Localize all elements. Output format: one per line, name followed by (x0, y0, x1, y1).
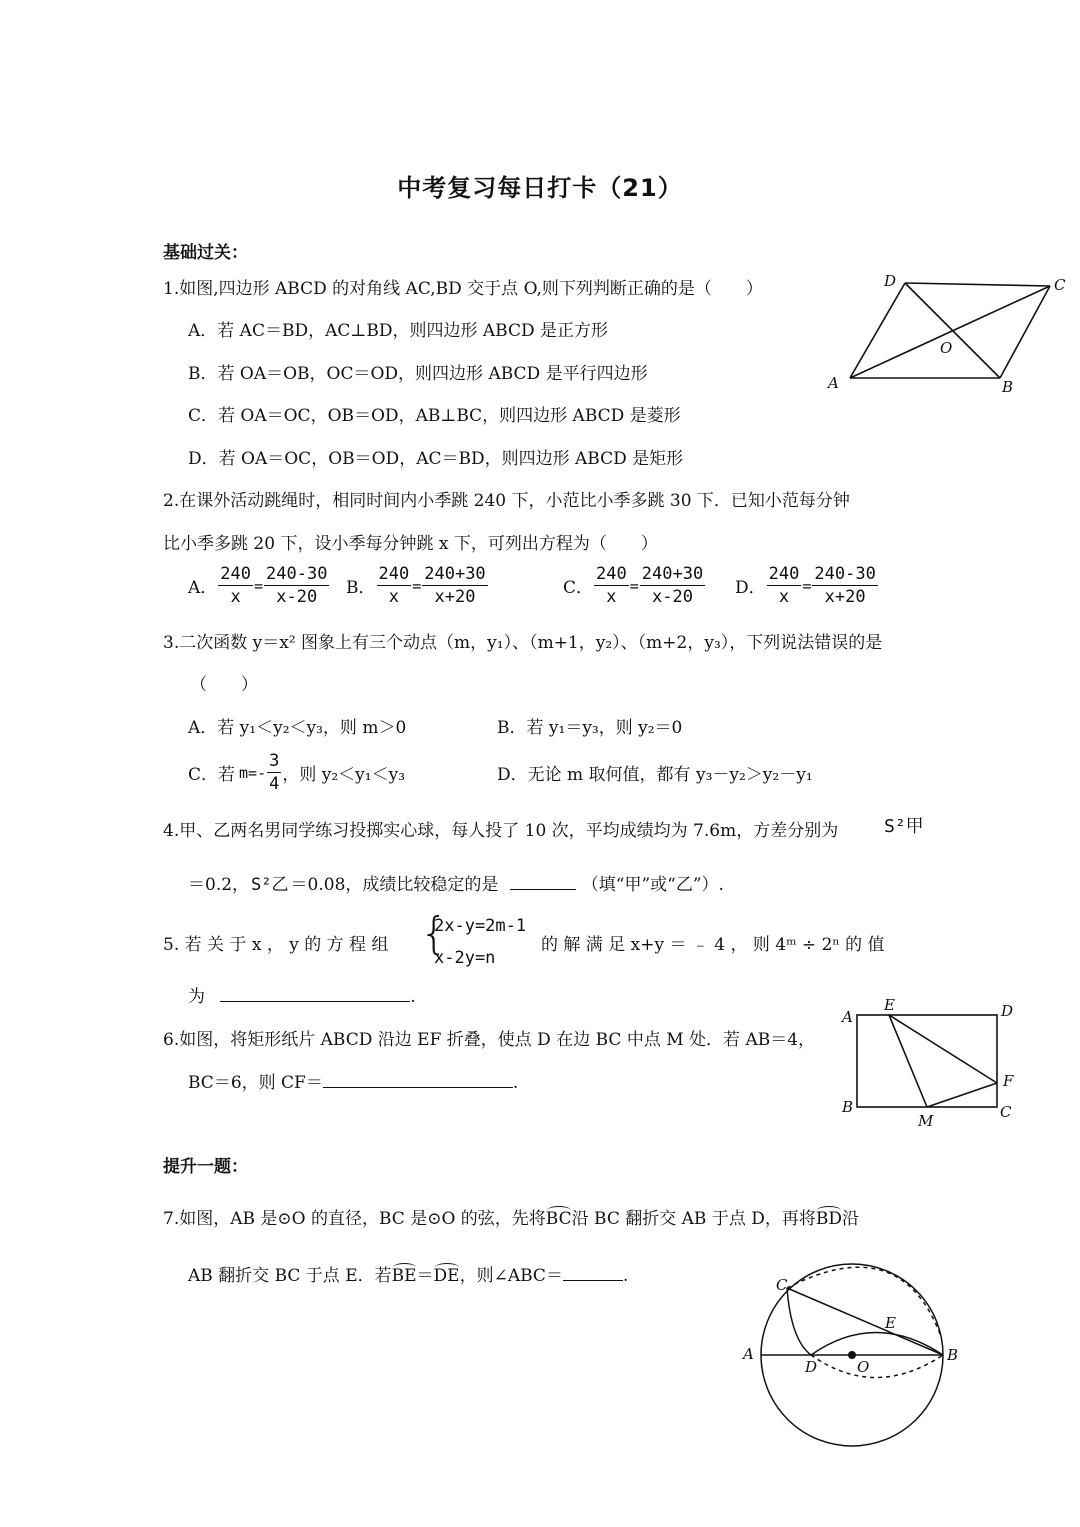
q7-folded-arc-cd (787, 1288, 811, 1355)
page-title: 中考复习每日打卡（21） (397, 174, 683, 202)
q5-line2 (188, 982, 416, 1007)
q1-parallelogram-figure (820, 268, 1080, 398)
q3-answer-paren: （ ） (190, 675, 258, 695)
q5-equation-1: 2x-y=2m-1 (434, 916, 527, 936)
q2-a-right-fraction: $\frac{240-30}{x-20}$ (266, 564, 328, 607)
q4-variance-yi: S²乙 (251, 875, 289, 895)
q6-label-f: F (1003, 1072, 1014, 1090)
q7-arc-be: BE (391, 1266, 417, 1286)
q1-side-dc (905, 283, 1050, 286)
q4-line1: 4.甲、乙两名男同学练习投掷实心球，每人投了 10 次，平均成绩均为 7.6m，方差分别为 (163, 821, 839, 841)
q5-equation-2: x-2y=n (434, 948, 496, 968)
q3-c-m-equals: m=- (239, 763, 267, 782)
q4-line2 (188, 870, 724, 895)
q2-option-a-label: A． (188, 578, 218, 598)
q7-label-a: A (743, 1345, 754, 1363)
q7-equals: ＝ (416, 1266, 434, 1286)
q5-post: 的 解 满 足 x+y ＝ ﹣ 4 ， 则 4ᵐ ÷ 2ⁿ 的 值 (541, 935, 885, 955)
q5-pre: 5. 若 关 于 x ， y 的 方 程 组 (163, 935, 389, 955)
q2-option-c[interactable]: C． $\frac{240}{x}$ = $\frac{240+30}{x-20}$ (563, 564, 704, 607)
q7-label-d: D (805, 1358, 818, 1376)
q4-variance-jia: S²甲 (884, 816, 924, 837)
q7-arc-de: DE (433, 1266, 460, 1286)
q2-c-left-fraction: $\frac{240}{x}$ (596, 564, 627, 607)
q1-option-b[interactable]: B．若 OA＝OB，OC＝OD，则四边形 ABCD 是平行四边形 (188, 364, 648, 384)
q6-answer-blank[interactable] (323, 1087, 513, 1088)
q5-answer-blank[interactable] (220, 1001, 410, 1002)
q7-line1 (163, 1204, 859, 1229)
q7-label-c: C (776, 1276, 788, 1294)
q2-d-left-fraction: $\frac{240}{x}$ (768, 564, 800, 607)
q7-period: . (622, 1266, 629, 1286)
q2-option-b[interactable]: B． $\frac{240}{x}$ = $\frac{240+30}{x+20}$ (346, 564, 486, 607)
q7-line1-b: 沿 BC 翻折交 AB 于点 D，再将 (571, 1209, 816, 1229)
q7-line1-c: 沿 (841, 1209, 859, 1229)
q6-label-d: D (1001, 1002, 1014, 1020)
q3-stem: 3.二次函数 y＝x² 图象上有三个动点（m，y₁）、（m+1，y₂）、（m+2，y₃），下列说法错误的是 (163, 633, 883, 653)
q5-wei: 为 (188, 987, 205, 1007)
q3-option-c[interactable] (188, 750, 405, 795)
q6-label-e: E (884, 996, 895, 1014)
q1-option-c[interactable]: C．若 OA＝OC，OB＝OD，AB⊥BC，则四边形 ABCD 是菱形 (188, 406, 681, 426)
q3-c-condition: ，则 y₂＜y₁＜y₃ (282, 765, 406, 785)
q1-diagonal-ac (850, 286, 1050, 378)
q4-yi-value: ＝0.08，成绩比较稳定的是 (290, 875, 499, 895)
q6-segment-mf (927, 1083, 997, 1107)
q1-diagonal-bd (905, 283, 1000, 378)
section-heading-advanced: 提升一题： (163, 1157, 248, 1177)
q3-option-d[interactable]: D．无论 m 取何值，都有 y₃－y₂＞y₂－y₁ (497, 765, 813, 785)
q1-side-bc (1000, 286, 1050, 378)
q1-label-b: B (1002, 378, 1014, 396)
q2-b-left-fraction: $\frac{240}{x}$ (378, 564, 410, 607)
q1-label-c: C (1054, 276, 1066, 294)
q6-line2 (188, 1068, 518, 1093)
q1-option-d[interactable]: D．若 OA＝OC，OB＝OD，AC＝BD，则四边形 ABCD 是矩形 (188, 449, 684, 469)
q1-option-a[interactable]: A．若 AC＝BD，AC⊥BD，则四边形 ABCD 是正方形 (188, 321, 609, 341)
q3-option-b[interactable]: B．若 y₁＝y₃，则 y₂＝0 (497, 718, 683, 738)
q7-answer-blank[interactable] (563, 1280, 623, 1281)
q3-option-a[interactable]: A．若 y₁＜y₂＜y₃，则 m＞0 (188, 718, 407, 738)
q7-line2 (188, 1261, 628, 1286)
q4-hint: （填“甲”或“乙”）. (581, 875, 724, 895)
q2-line1: 2.在课外活动跳绳时，相同时间内小季跳 240 下，小范比小季多跳 30 下．已知小范每分钟 (163, 491, 850, 511)
q4-jia-value: ＝0.2， (188, 875, 250, 895)
q6-segment-em (889, 1015, 927, 1107)
q3-option-c-label: C．若 (188, 765, 236, 785)
q6-rectangle-abcd (857, 1015, 997, 1107)
q2-line2: 比小季多跳 20 下，设小季每分钟跳 x 下，可列出方程为（ ） (163, 534, 658, 554)
q6-given: BC＝6，则 CF＝ (188, 1073, 323, 1093)
q2-a-left-fraction: $\frac{240}{x}$ (220, 564, 251, 607)
q5-period: . (410, 987, 416, 1007)
q7-label-e: E (885, 1314, 896, 1332)
q6-period: . (512, 1073, 519, 1093)
q2-option-c-label: C． (563, 578, 594, 598)
q1-side-ad (850, 283, 905, 378)
q7-center-point (848, 1351, 856, 1359)
q7-line2-a: AB 翻折交 BC 于点 E．若 (188, 1266, 392, 1286)
q2-option-d-label: D． (735, 578, 766, 598)
q6-label-c: C (1000, 1103, 1012, 1121)
q7-arc-bc: BC (545, 1209, 572, 1229)
q1-stem: 1.如图,四边形 ABCD 的对角线 AC,BD 交于点 O,则下列判断正确的是（ ） (163, 279, 763, 299)
q7-line2-b: ，则∠ABC＝ (459, 1266, 563, 1286)
q2-option-a[interactable]: A． $\frac{240}{x}$ = $\frac{240-30}{x-20}$ (188, 564, 328, 607)
q7-label-o: O (857, 1358, 870, 1376)
q1-label-a: A (828, 374, 839, 392)
q7-circle-figure (735, 1262, 975, 1462)
q7-dashed-arc-bc (787, 1267, 940, 1334)
q3-c-fraction: $\frac{3}{4}$ (269, 751, 280, 794)
q2-b-right-fraction: $\frac{240+30}{x+20}$ (424, 564, 486, 607)
q7-line1-a: 7.如图，AB 是⊙O 的直径，BC 是⊙O 的弦，先将 (163, 1209, 546, 1229)
q6-label-a: A (842, 1008, 853, 1026)
section-heading-basic: 基础过关： (163, 243, 248, 263)
q2-c-right-fraction: $\frac{240+30}{x-20}$ (641, 564, 704, 607)
q4-answer-blank[interactable] (510, 889, 576, 890)
q1-label-d: D (884, 272, 897, 290)
q7-label-b: B (947, 1346, 959, 1364)
q1-label-o: O (940, 339, 953, 357)
q7-arc-bd: BD (815, 1209, 842, 1229)
q2-d-right-fraction: $\frac{240-30}{x+20}$ (814, 564, 876, 607)
q6-fold-line-ef (889, 1015, 997, 1083)
q2-option-d[interactable]: D． $\frac{240}{x}$ = $\frac{240-30}{x+20}$ (735, 564, 876, 607)
q6-rectangle-figure (838, 994, 1028, 1134)
q2-option-b-label: B． (346, 578, 376, 598)
q6-label-b: B (842, 1098, 854, 1116)
q7-folded-arc-de (811, 1333, 943, 1356)
q6-line1: 6.如图，将矩形纸片 ABCD 沿边 EF 折叠，使点 D 在边 BC 中点 M 处．若 AB＝4， (163, 1030, 816, 1050)
q7-dashed-arc-bd (811, 1355, 943, 1378)
q6-label-m: M (918, 1112, 934, 1130)
q5-brace: { (420, 908, 448, 959)
